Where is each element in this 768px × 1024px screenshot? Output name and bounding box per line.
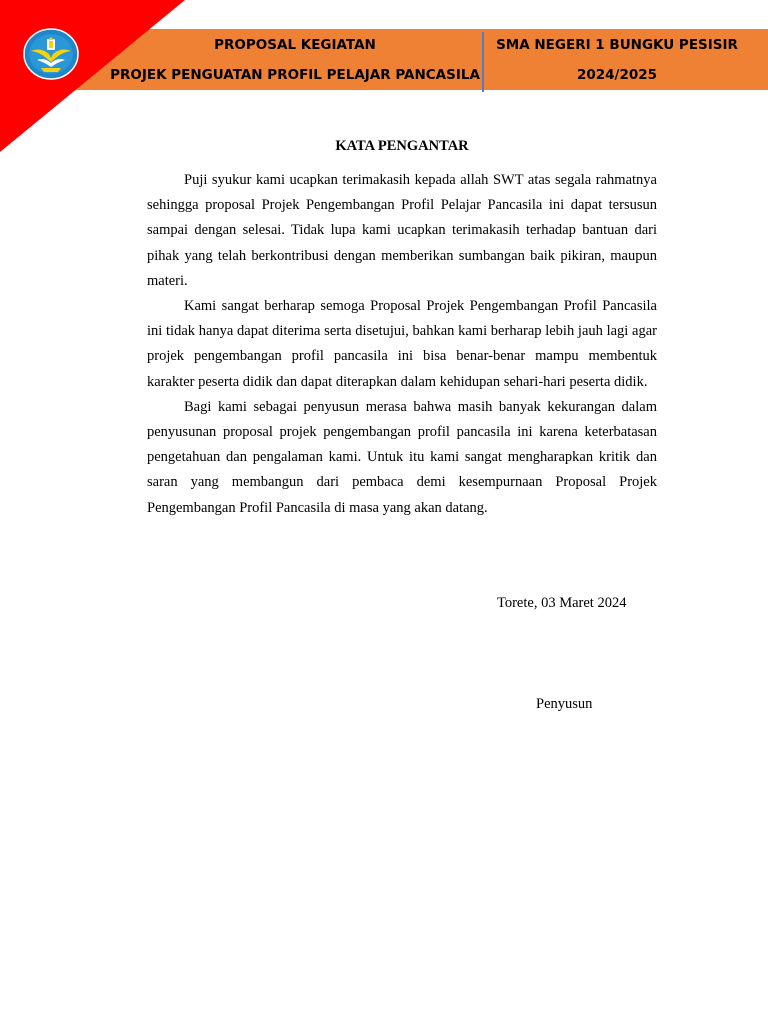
document-body	[147, 134, 657, 521]
header-school-name: SMA NEGERI 1 BUNGKU PESISIR	[496, 37, 738, 53]
header-right-block	[486, 29, 748, 90]
header-project-title: PROJEK PENGUATAN PROFIL PELAJAR PANCASILA	[110, 67, 480, 83]
signature-label: Penyusun	[536, 696, 593, 712]
header-school-year: 2024/2025	[576, 67, 658, 83]
place-date: Torete, 03 Maret 2024	[497, 595, 627, 611]
paragraph-1: Puji syukur kami ucapkan terimakasih kepada allah SWT atas segala rahmatnya sehingga proposal Projek Pengembangan Profil Pelajar Pancasila ini dapat tersusun sampai dengan selesai. Tidak lupa kami ucapkan terimakasih terhadap bantuan dari pihak yang telah berkontribusi dengan memberikan sumbangan baik pikiran, maupun materi.	[147, 172, 657, 289]
header-left-block	[110, 29, 480, 90]
header-proposal-label: PROPOSAL KEGIATAN	[214, 37, 376, 53]
header-divider	[482, 32, 484, 92]
document-title: KATA PENGANTAR	[335, 138, 469, 154]
paragraph-2: Kami sangat berharap semoga Proposal Projek Pengembangan Profil Pancasila ini tidak hanya dapat diterima serta disetujui, bahkan kami berharap lebih jauh lagi agar projek pengembangan profil pancasila ini bisa benar-benar mampu membentuk karakter peserta didik dan dapat diterapkan dalam kehidupan sehari-hari peserta didik.	[147, 298, 657, 390]
tut-wuri-handayani-logo-icon	[23, 27, 79, 81]
paragraph-3: Bagi kami sebagai penyusun merasa bahwa masih banyak kekurangan dalam penyusunan proposal projek pengembangan profil pancasila ini karena keterbatasan pengetahuan dan pengalaman kami. Untuk itu kami sangat mengharapkan kritik dan saran yang membangun dari pembaca demi kesempurnaan Proposal Projek Pengembangan Profil Pancasila di masa yang akan datang.	[147, 398, 657, 516]
